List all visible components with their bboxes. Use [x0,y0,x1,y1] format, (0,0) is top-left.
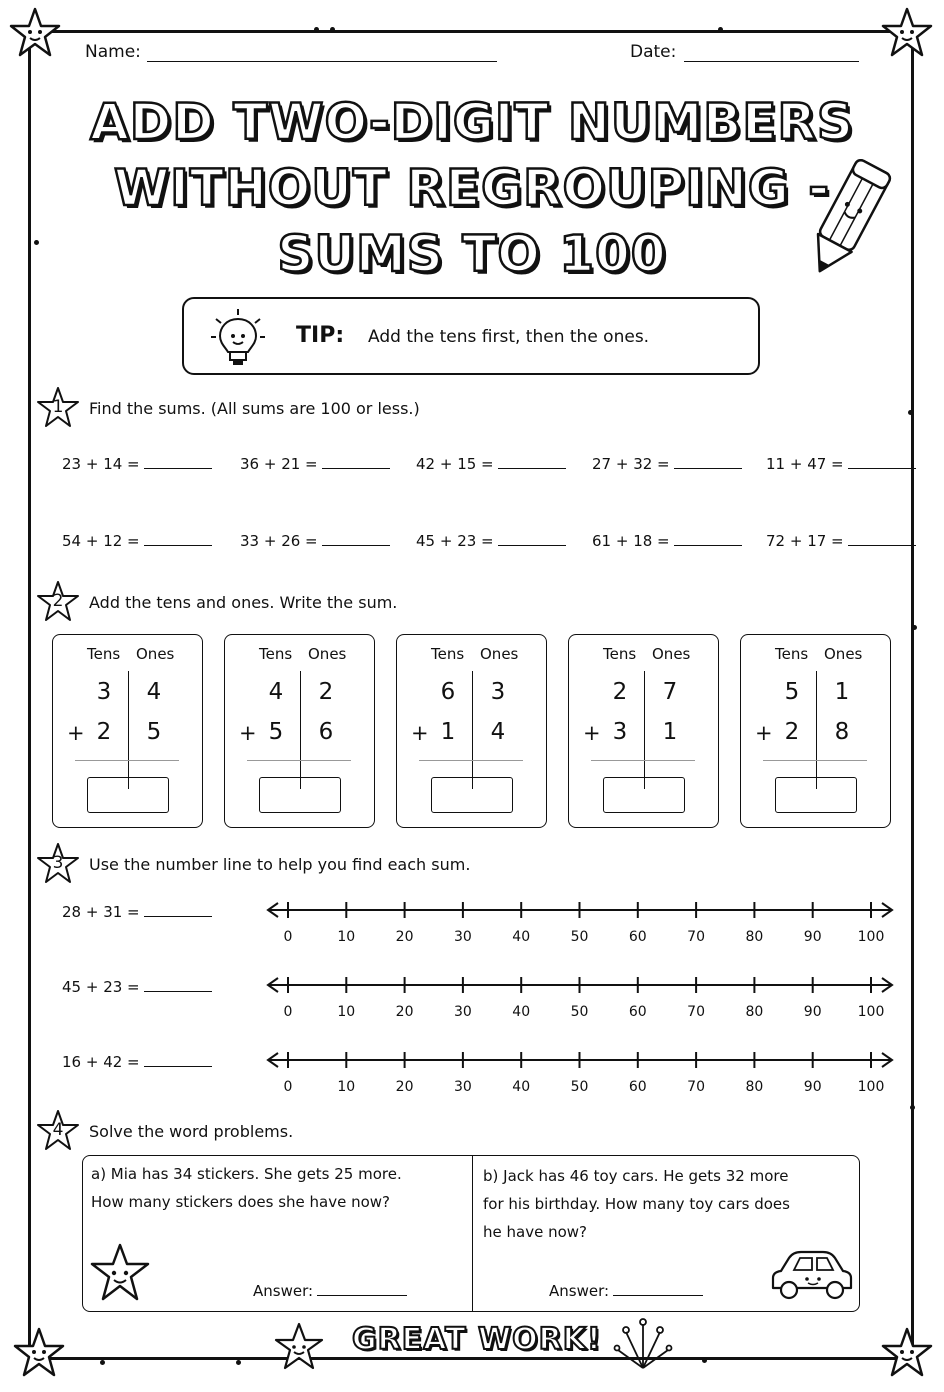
tens-header: Tens [87,645,121,663]
tick-label: 20 [395,1079,414,1095]
word-problem-b: b) Jack has 46 toy cars. He gets 32 more for his birthday. How many toy cars does he have now? [483,1167,790,1241]
answer-box[interactable] [603,777,685,813]
column-divider [816,671,817,789]
place-value-card [568,634,719,828]
digit: 2 [784,719,800,745]
digit: 2 [318,679,334,705]
sum-problem: 33 + 26 = [240,532,390,550]
tick-label: 40 [512,929,531,945]
tick-label: 60 [628,929,647,945]
tick-label: 0 [283,1004,293,1020]
digit: 1 [440,719,456,745]
digit: 4 [490,719,506,745]
decor-dot [908,410,913,415]
number-line [264,973,900,1025]
answer-blank[interactable] [848,545,916,546]
sum-problem: 23 + 14 = [62,455,212,473]
answer-blank[interactable] [144,916,212,917]
plus-sign: + [411,721,429,745]
star-icon [880,6,934,60]
answer-blank[interactable] [144,991,212,992]
tick-label: 100 [857,1079,885,1095]
tens-header: Tens [259,645,293,663]
sum-line [247,760,351,761]
tick-label: 80 [745,1004,764,1020]
digit: 6 [318,719,334,745]
tick-label: 10 [337,1004,356,1020]
date-field[interactable] [684,61,859,62]
decor-dot [912,625,917,630]
sum-problem: 61 + 18 = [592,532,742,550]
answer-b: Answer: [549,1282,703,1300]
tick-label: 60 [628,1004,647,1020]
number-line-problem: 16 + 42 = [62,1053,212,1071]
answer-blank[interactable] [674,468,742,469]
decor-dot [236,1360,241,1365]
tick-label: 30 [453,1079,472,1095]
car-icon [767,1246,857,1306]
section1-title: Find the sums. (All sums are 100 or less.) [89,399,420,418]
answer-blank[interactable] [674,545,742,546]
section3-title: Use the number line to help you find each sum. [89,855,471,874]
answer-box[interactable] [259,777,341,813]
date-label: Date: [630,42,677,62]
digit: 7 [662,679,678,705]
sum-line [763,760,867,761]
title-line-2: WITHOUT REGROUPING - [114,159,830,217]
plus-sign: + [239,721,257,745]
tick-label: 90 [803,1079,822,1095]
tick-label: 40 [512,1079,531,1095]
tick-label: 90 [803,929,822,945]
sum-problem: 72 + 17 = [766,532,916,550]
ones-header: Ones [652,645,691,663]
tens-header: Tens [775,645,809,663]
section-badge [36,580,80,624]
answer-blank[interactable] [848,468,916,469]
tick-label: 100 [857,929,885,945]
star-icon [89,1242,151,1304]
title-line-3: SUMS TO 100 [277,225,667,283]
tick-label: 100 [857,1004,885,1020]
section-badge [36,386,80,430]
digit: 3 [490,679,506,705]
number-line [264,898,900,950]
tens-header: Tens [603,645,637,663]
digit: 3 [96,679,112,705]
number-line-problem: 45 + 23 = [62,978,212,996]
sparkle-icon [612,1318,674,1370]
tick-label: 30 [453,929,472,945]
answer-box[interactable] [87,777,169,813]
tick-label: 50 [570,929,589,945]
answer-box[interactable] [775,777,857,813]
answer-a: Answer: [253,1282,407,1300]
section2-title: Add the tens and ones. Write the sum. [89,593,398,612]
tip-label: TIP: [296,323,345,348]
digit: 2 [96,719,112,745]
number-line [264,1048,900,1100]
digit: 4 [146,679,162,705]
tick-label: 90 [803,1004,822,1020]
tick-label: 10 [337,1079,356,1095]
column-divider [128,671,129,789]
answer-blank[interactable] [322,545,390,546]
divider [472,1156,473,1311]
answer-blank[interactable] [498,545,566,546]
word-problems-box [82,1155,860,1312]
sum-problem: 27 + 32 = [592,455,742,473]
tick-label: 30 [453,1004,472,1020]
sum-problem: 36 + 21 = [240,455,390,473]
star-icon [8,6,62,60]
section-number: 4 [52,1120,64,1140]
tick-label: 50 [570,1079,589,1095]
plus-sign: + [755,721,773,745]
tick-label: 20 [395,929,414,945]
ones-header: Ones [136,645,175,663]
digit: 5 [784,679,800,705]
tick-label: 70 [687,1004,706,1020]
decor-dot [330,27,335,32]
place-value-card [740,634,891,828]
digit: 2 [612,679,628,705]
answer-blank[interactable] [144,468,212,469]
sum-problem: 45 + 23 = [416,532,566,550]
great-work-banner: GREAT WORK! [352,1322,602,1357]
tick-label: 0 [283,1079,293,1095]
star-icon [880,1326,934,1380]
digit: 1 [834,679,850,705]
pencil-icon [792,150,902,290]
plus-sign: + [583,721,601,745]
digit: 5 [268,719,284,745]
digit: 6 [440,679,456,705]
decor-dot [910,1105,915,1110]
tick-label: 40 [512,1004,531,1020]
place-value-card [52,634,203,828]
decor-dot [34,240,39,245]
ones-header: Ones [824,645,863,663]
tick-label: 70 [687,1079,706,1095]
answer-blank[interactable] [613,1295,703,1296]
section-number: 3 [52,853,64,873]
column-divider [300,671,301,789]
star-icon [274,1322,324,1372]
tick-label: 70 [687,929,706,945]
answer-blank[interactable] [144,545,212,546]
decor-dot [314,27,319,32]
decor-dot [100,1360,105,1365]
ones-header: Ones [480,645,519,663]
column-divider [644,671,645,789]
plus-sign: + [67,721,85,745]
answer-blank[interactable] [498,468,566,469]
tick-label: 10 [337,929,356,945]
tip-box [182,297,760,375]
section-number: 2 [52,591,64,611]
word-problem-a: a) Mia has 34 stickers. She gets 25 more. How many stickers does she have now? [91,1165,402,1211]
name-field[interactable] [147,61,497,62]
answer-blank[interactable] [322,468,390,469]
tens-header: Tens [431,645,465,663]
sum-line [591,760,695,761]
digit: 4 [268,679,284,705]
place-value-card [396,634,547,828]
section-number: 1 [52,397,64,417]
decor-dot [702,1358,707,1363]
tick-label: 60 [628,1079,647,1095]
sum-line [75,760,179,761]
tip-text: Add the tens first, then the ones. [368,327,650,347]
lightbulb-icon [210,307,266,369]
answer-blank[interactable] [317,1295,407,1296]
digit: 5 [146,719,162,745]
digit: 1 [662,719,678,745]
digit: 3 [612,719,628,745]
number-line-problem: 28 + 31 = [62,903,212,921]
section-badge [36,1109,80,1153]
ones-header: Ones [308,645,347,663]
answer-box[interactable] [431,777,513,813]
tick-label: 80 [745,929,764,945]
digit: 8 [834,719,850,745]
decor-dot [718,27,723,32]
sum-problem: 54 + 12 = [62,532,212,550]
sum-line [419,760,523,761]
title-line-1: ADD TWO-DIGIT NUMBERS [90,93,854,151]
tick-label: 80 [745,1079,764,1095]
answer-blank[interactable] [144,1066,212,1067]
star-icon [12,1326,66,1380]
section-badge [36,842,80,886]
tick-label: 0 [283,929,293,945]
tick-label: 50 [570,1004,589,1020]
tick-label: 20 [395,1004,414,1020]
place-value-card [224,634,375,828]
sum-problem: 11 + 47 = [766,455,916,473]
sum-problem: 42 + 15 = [416,455,566,473]
section4-title: Solve the word problems. [89,1122,294,1141]
column-divider [472,671,473,789]
name-label: Name: [85,42,141,62]
